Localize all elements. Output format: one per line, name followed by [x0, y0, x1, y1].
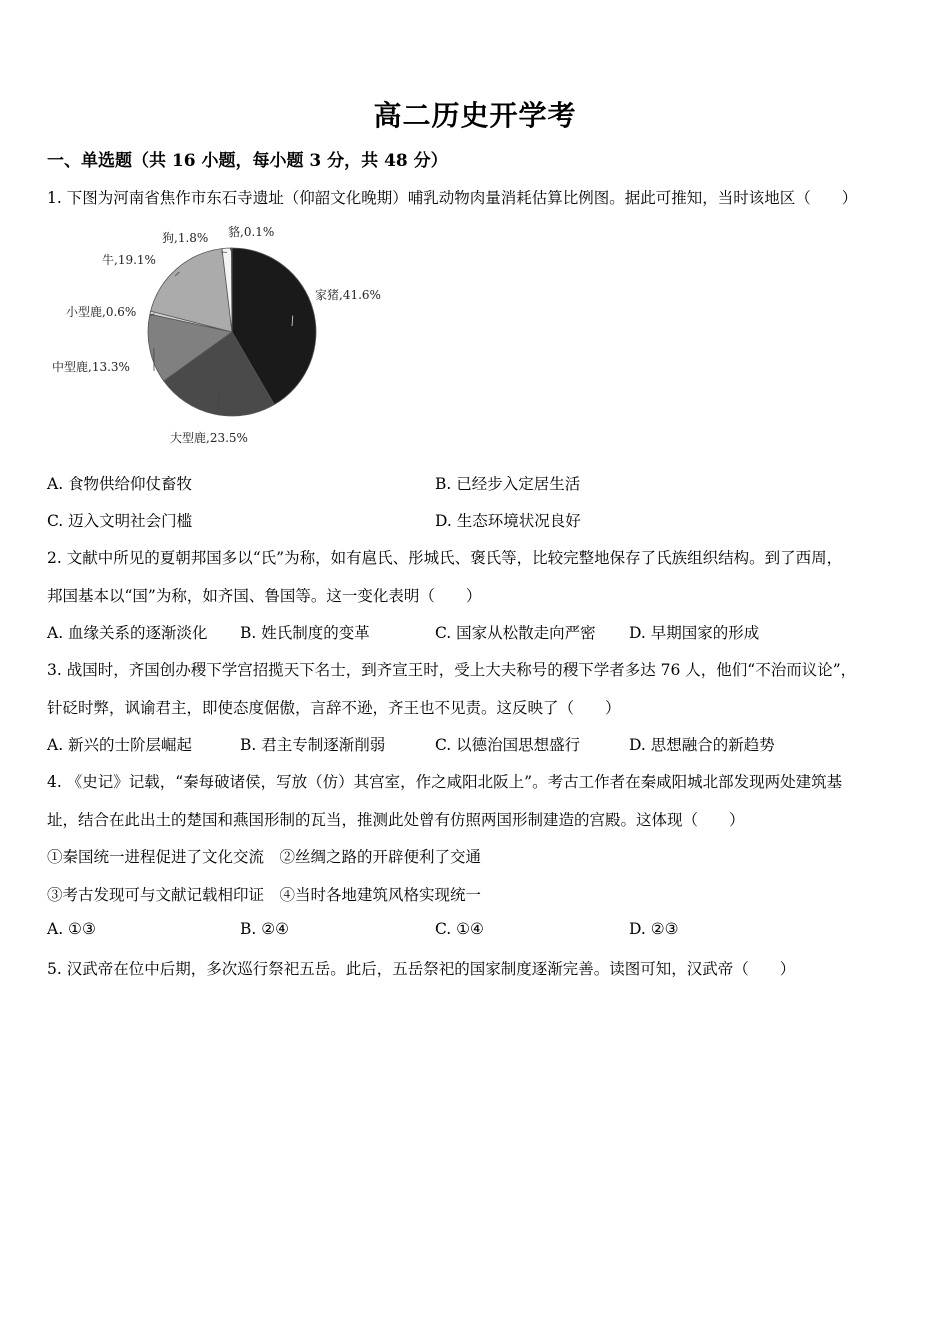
- q4-option-a[interactable]: A. ①③: [47, 920, 96, 938]
- pie-label-0: 家猪,41.6%: [315, 288, 381, 302]
- q4-option-d[interactable]: D. ②③: [629, 920, 679, 938]
- q2-option-b[interactable]: B. 姓氏制度的变革: [240, 624, 370, 642]
- q3-option-b[interactable]: B. 君主专制逐渐削弱: [240, 736, 386, 754]
- page-title: 高二历史开学考: [373, 99, 577, 132]
- q3-option-a[interactable]: A. 新兴的士阶层崛起: [47, 736, 193, 754]
- q3-option-c[interactable]: C. 以德治国思想盛行: [435, 736, 581, 754]
- question-4-stem-line-2: 址，结合在此出土的楚国和燕国形制的瓦当，推测此处曾有仿照两国形制建造的宫殿。这体现（ ）: [47, 811, 745, 829]
- section-heading: 一、单选题（共 16 小题，每小题 3 分，共 48 分）: [47, 151, 448, 171]
- question-5-stem: 5. 汉武帝在位中后期，多次巡行祭祀五岳。此后，五岳祭祀的国家制度逐渐完善。读图可知，汉武帝（ ）: [47, 960, 796, 978]
- question-3-stem-line-1: 3. 战国时，齐国创办稷下学宫招揽天下名士，到齐宣王时，受上大夫称号的稷下学者多达 76 人，他们“不治而议论”，: [47, 661, 857, 679]
- question-2-stem-line-2: 邦国基本以“国”为称，如齐国、鲁国等。这一变化表明（ ）: [47, 587, 482, 605]
- q2-option-c[interactable]: C. 国家从松散走向严密: [435, 624, 596, 642]
- pie-label-2: 中型鹿,13.3%: [52, 360, 130, 374]
- q3-option-d[interactable]: D. 思想融合的新趋势: [629, 736, 775, 754]
- pie-label-5: 狗,1.8%: [162, 231, 209, 245]
- q1-option-a[interactable]: A. 食物供给仰仗畜牧: [47, 475, 193, 493]
- pie-label-4: 牛,19.1%: [102, 253, 156, 267]
- q2-option-a[interactable]: A. 血缘关系的逐渐淡化: [47, 624, 208, 642]
- q4-option-b[interactable]: B. ②④: [240, 920, 290, 938]
- question-4-statements-1-2: ①秦国统一进程促进了文化交流 ②丝绸之路的开辟便利了交通: [47, 848, 482, 866]
- pie-label-6: 貉,0.1%: [228, 225, 275, 239]
- pie-chart: [40, 220, 400, 450]
- q1-option-d[interactable]: D. 生态环境状况良好: [435, 512, 581, 530]
- question-4-stem-line-1: 4. 《史记》记载，“秦每破诸侯，写放（仿）其宫室，作之咸阳北阪上”。考古工作者在秦咸阳城北部发现两处建筑基: [47, 773, 843, 791]
- q2-option-d[interactable]: D. 早期国家的形成: [629, 624, 760, 642]
- pie-label-1: 大型鹿,23.5%: [170, 431, 248, 445]
- q1-option-b[interactable]: B. 已经步入定居生活: [435, 475, 581, 493]
- pie-label-3: 小型鹿,0.6%: [66, 305, 137, 319]
- pie-slice-6: [231, 248, 232, 332]
- question-3-stem-line-2: 针砭时弊，讽谕君主，即使态度倨傲，言辞不逊，齐王也不见责。这反映了（ ）: [47, 699, 621, 717]
- question-4-statements-3-4: ③考古发现可与文献记载相印证 ④当时各地建筑风格实现统一: [47, 886, 482, 904]
- question-2-stem-line-1: 2. 文献中所见的夏朝邦国多以“氏”为称，如有扈氏、彤城氏、褒氏等，比较完整地保存了氏族组织结构。到了西周，: [47, 549, 843, 567]
- q1-option-c[interactable]: C. 迈入文明社会门槛: [47, 512, 193, 530]
- q4-option-c[interactable]: C. ①④: [435, 920, 484, 938]
- question-1-stem: 1. 下图为河南省焦作市东石寺遗址（仰韶文化晚期）哺乳动物肉量消耗估算比例图。据此可推知，当时该地区（ ）: [47, 189, 858, 207]
